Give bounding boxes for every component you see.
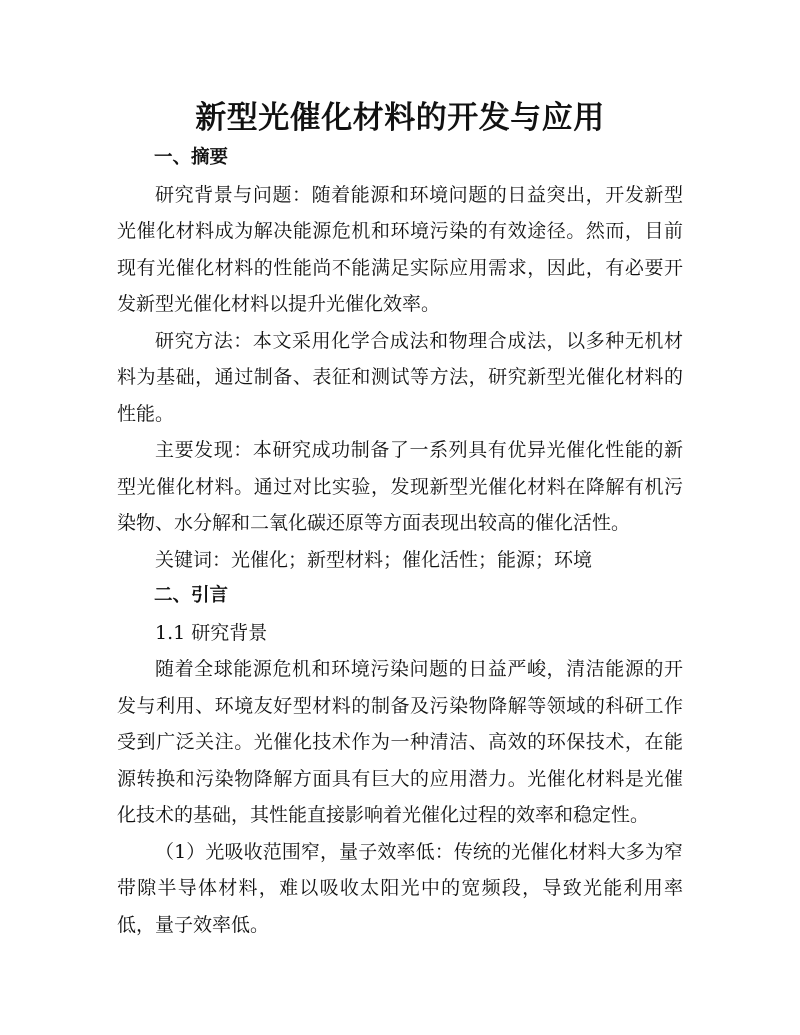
introduction-paragraph: 随着全球能源危机和环境污染问题的日益严峻，清洁能源的开发与利用、环境友好型材料的制备及污染物降解等领域的科研工作受到广泛关注。光催化技术作为一种清洁、高效的环保技术，在能源转换和污染物降解方面具有巨大的应用潜力。光催化材料是光催化技术的基础，其性能直接影响着光催化过程的效率和稳定性。 [117,658,683,826]
document-body [117,140,683,943]
abstract-findings-paragraph: 主要发现：本研究成功制备了一系列具有优异光催化性能的新型光催化材料。通过对比实验，发现新型光催化材料在降解有机污染物、水分解和二氧化碳还原等方面表现出较高的催化活性。 [117,439,683,534]
abstract-methods-paragraph: 研究方法：本文采用化学合成法和物理合成法，以多种无机材料为基础，通过制备、表征和测试等方法，研究新型光催化材料的性能。 [117,329,683,425]
abstract-background-paragraph: 研究背景与问题：随着能源和环境问题的日益突出，开发新型光催化材料成为解决能源危机和环境污染的有效途径。然而，目前现有光催化材料的性能尚不能满足实际应用需求，因此，有必要开发新型光催化材料以提升光催化效率。 [117,183,683,315]
introduction-heading: 二、引言 [154,585,229,606]
document-title: 新型光催化材料的开发与应用 [195,100,605,136]
abstract-heading: 一、摘要 [154,147,229,168]
point-one-paragraph: （1）光吸收范围窄，量子效率低：传统的光催化材料大多为窄带隙半导体材料，难以吸收太阳光中的宽频段，导致光能利用率低，量子效率低。 [117,840,683,936]
keywords-line: 关键词：光催化；新型材料；催化活性；能源；环境 [155,548,593,571]
subsection-research-background: 1.1 研究背景 [155,621,268,644]
